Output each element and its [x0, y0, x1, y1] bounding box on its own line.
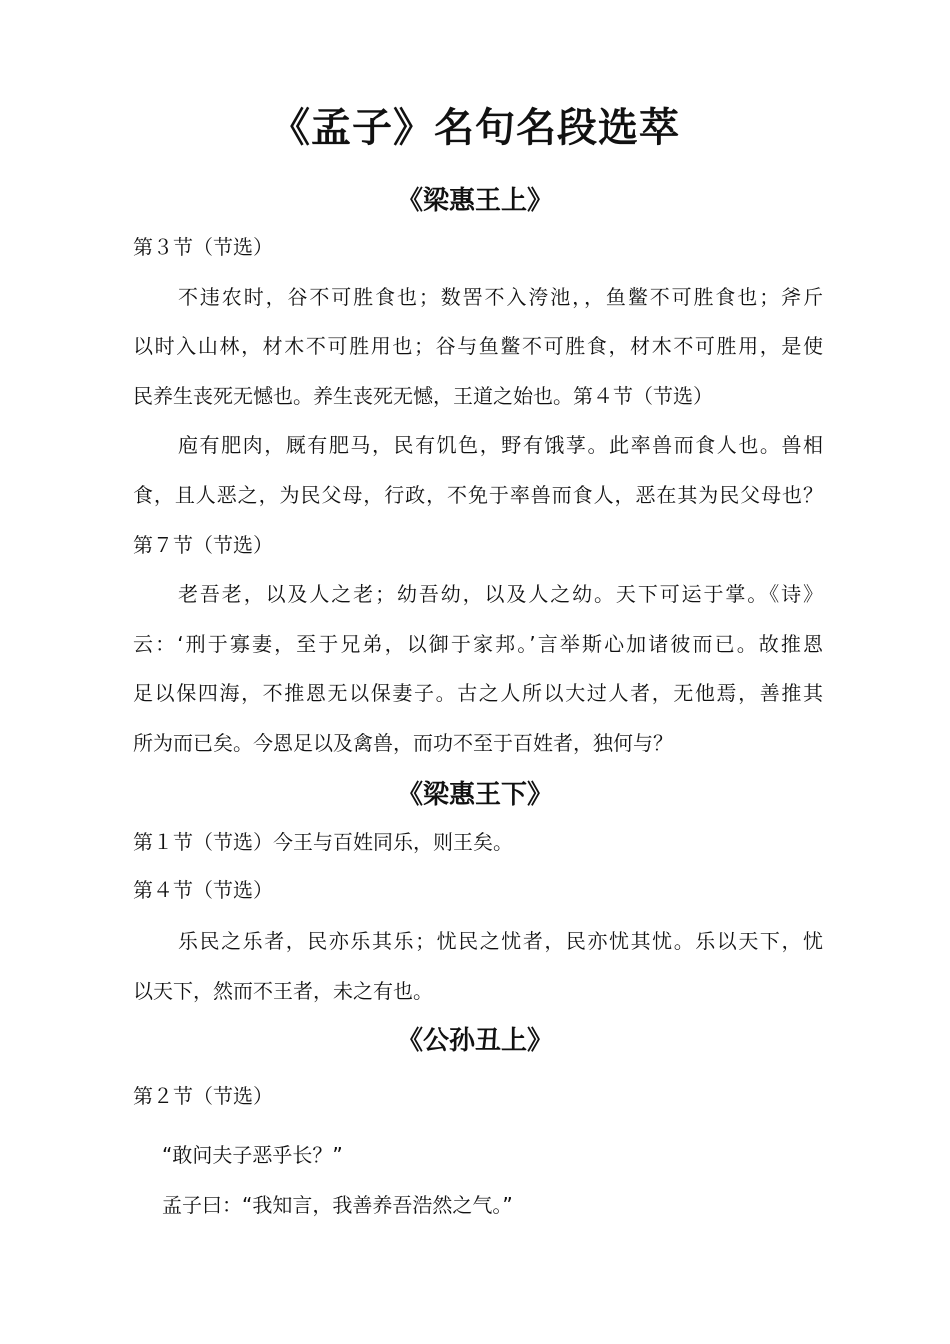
paragraph-label: 第７节（节选）	[133, 533, 273, 557]
paragraph-label: 第２节（节选）	[133, 1084, 273, 1108]
paragraph-line: 不违农时，谷不可胜食也；数罟不入洿池，，鱼鳖不可胜食也；斧斤	[178, 285, 823, 309]
paragraph-line: 云：‘刑于寡妻，至于兄弟，以御于家邦。’言举斯心加诸彼而已。故推恩	[133, 632, 823, 656]
paragraph-line: 食，且人恶之，为民父母，行政，不免于率兽而食人，恶在其为民父母也？	[133, 483, 823, 507]
document-title: 《孟子》名句名段选萃	[270, 105, 680, 151]
section-heading-liang-hui-wang-shang: 《梁惠王上》	[396, 186, 553, 216]
section-heading-liang-hui-wang-xia: 《梁惠王下》	[396, 780, 553, 810]
section-heading-gongsun-chou-shang: 《公孙丑上》	[396, 1026, 553, 1056]
paragraph-line: 老吾老，以及人之老；幼吾幼，以及人之幼。天下可运于掌。《诗》	[178, 582, 823, 606]
paragraph-label: 第１节（节选）今王与百姓同乐，则王矣。	[133, 830, 513, 854]
paragraph-line: 以天下，然而不王者，未之有也。	[133, 979, 433, 1003]
paragraph-line: 以时入山林，材木不可胜用也；谷与鱼鳖不可胜食，材木不可胜用，是使	[133, 334, 823, 358]
paragraph-line: 所为而已矣。今恩足以及禽兽，而功不至于百姓者，独何与？	[133, 731, 673, 755]
paragraph-line: 民养生丧死无憾也。养生丧死无憾，王道之始也。第４节（节选）	[133, 384, 713, 408]
paragraph-label: 第４节（节选）	[133, 878, 273, 902]
paragraph-line: 乐民之乐者，民亦乐其乐；忧民之忧者，民亦忧其忧。乐以天下，忧	[178, 929, 823, 953]
paragraph-line: 庖有肥肉，厩有肥马，民有饥色，野有饿莩。此率兽而食人也。兽相	[178, 433, 823, 457]
quote-line: “敢问夫子恶乎长？”	[162, 1143, 343, 1167]
paragraph-label: 第３节（节选）	[133, 235, 273, 259]
quote-line: 孟子曰：“我知言，我善养吾浩然之气。”	[162, 1193, 513, 1217]
paragraph-line: 足以保四海，不推恩无以保妻子。古之人所以大过人者，无他焉，善推其	[133, 681, 823, 705]
